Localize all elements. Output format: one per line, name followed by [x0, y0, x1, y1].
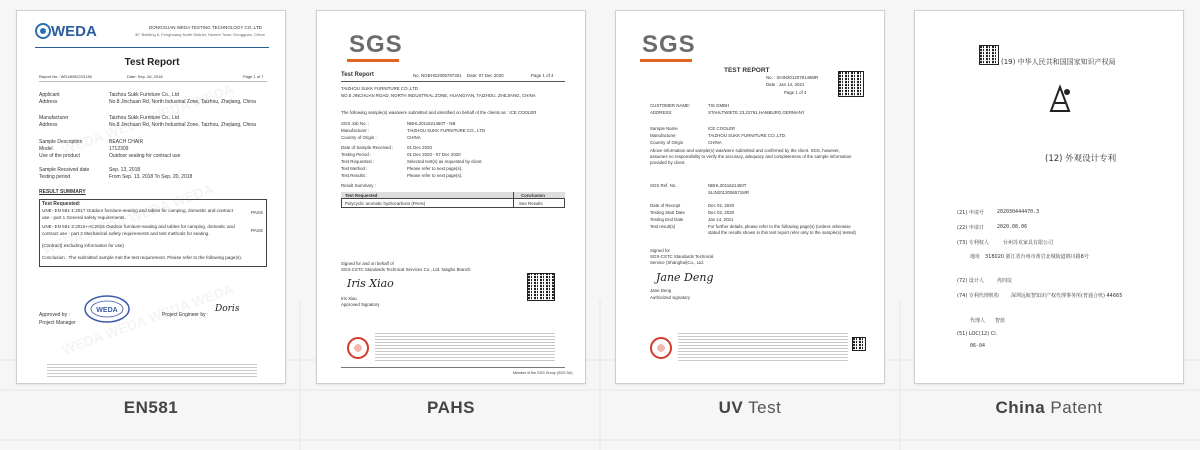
weda-logo-icon — [35, 23, 51, 39]
field-label: Use of the product — [39, 153, 80, 159]
field-value: 01 Dec 2020 — [407, 145, 432, 150]
field-label: Test Requested : — [341, 159, 374, 164]
footer-fine-print — [47, 363, 257, 377]
conclusion: Conclusion : The submitted sample met the test requirement. Please refer to the following page(s). — [42, 255, 243, 260]
signer-name: Iris Xiao — [341, 296, 357, 301]
sgs-seal-icon — [650, 337, 672, 359]
field-label: 代理人 — [970, 318, 986, 324]
field-label: (72) 设计人 — [957, 278, 984, 284]
caption-bold: UV — [718, 398, 744, 417]
company-address: 3F, Building 6, Fenghuang North District, Humen Town, Dongguan, China — [135, 32, 265, 37]
caption-rest: Patent — [1045, 398, 1103, 417]
report-number: Report No.: WD1809220313E — [39, 74, 93, 79]
china-patent-certificate[interactable] — [914, 10, 1184, 384]
field-value: Please refer to next page(s). — [407, 173, 463, 178]
field-value: No.8 Jinchuan Rd, North Industrial Zone, Taizhou, Zhejiang, China — [109, 99, 256, 105]
field-value: Sep. 13, 2018 — [109, 167, 141, 173]
th-conclusion: Conclusion — [521, 193, 545, 198]
field-label: Manufacturer — [650, 133, 676, 138]
field-label: (74) 专利代理机构 — [957, 293, 999, 299]
date-value: Jan 14, 2021 — [708, 217, 734, 222]
svg-text:WEDA: WEDA — [96, 307, 118, 314]
caption-rest: Test — [743, 398, 782, 417]
sgs-logo: SGS — [349, 31, 403, 58]
test-2b: (Contract) excluding information for use) — [42, 243, 124, 248]
field-label: ADDRESS: — [650, 110, 673, 115]
project-engineer: Project Engineer by : — [162, 312, 209, 318]
field-label: Applicant — [39, 92, 60, 98]
field-label: Model — [39, 146, 53, 152]
field-value: 智蓝 — [995, 318, 1006, 324]
disclaimer: Above information and sample(s) was/were submitted and confirmed by the client. SGS, however, assumes no responsibility to verify the accuracy, adequacy and completeness of the sample information provided by client. — [650, 148, 852, 165]
date-value: For further details, please refer to the following page(s) (Unless otherwise stated the results shown in this test report refer only to the sample(s) tested) — [708, 224, 856, 235]
report-date: Date : Jan 14, 2021 — [766, 82, 805, 87]
field-value: 06-04 — [970, 343, 986, 349]
signed-1: Signed for and on behalf of — [341, 261, 394, 266]
field-value: 318020 浙江省台州市黄岩北城街道锦川路8号 — [985, 254, 1089, 260]
report-page: Page 1 of 7 — [243, 74, 264, 79]
date-label: Date of Receipt — [650, 203, 681, 208]
report-number: No. NGBHG2005787301 — [413, 73, 462, 78]
field-value: 深圳远航智知识产权代理事务所(普通合伙) 44665 — [1011, 293, 1123, 299]
field-label: CUSTOMER NAME: — [650, 103, 691, 108]
field-value: 2020.08.06 — [997, 224, 1028, 230]
approved-by: Approved by : — [39, 312, 70, 318]
report-number: No. : SHIN2012079146MR — [766, 75, 819, 80]
field-label: Date of Sample Received : — [341, 145, 394, 150]
field-label: Country of Origin : — [341, 135, 377, 140]
field-value: Please refer to next page(s). — [407, 166, 463, 171]
signature: Iris Xiao — [347, 277, 394, 290]
field-value: Taizhou Sukk Furniture Co., Ltd — [109, 92, 180, 98]
caption-en581 — [16, 398, 286, 418]
signed-2: SGS-CSTC Standards Technical Services Co., Ltd. Ningbo Branch — [341, 267, 471, 272]
field-label: (73) 专利权人 — [957, 240, 989, 246]
field-label: Sample Received date — [39, 167, 90, 173]
field-value: Taizhou Sukk Furniture Co., Ltd — [109, 115, 180, 121]
en581-certificate[interactable] — [16, 10, 286, 384]
field-value: CHINA — [708, 140, 722, 145]
signer-title: Approved Signatory — [341, 302, 380, 307]
uv-test-certificate[interactable] — [615, 10, 885, 384]
weda-logo-text: WEDA — [51, 23, 97, 40]
field-value: Selected test(s) as requested by client. — [407, 159, 483, 164]
field-label: SGS Job No. : — [341, 121, 370, 126]
pass-2: PASS — [251, 228, 263, 233]
date-value: Dec 02, 2020 — [708, 203, 735, 208]
caption-uv-test — [615, 398, 885, 418]
result-summary-title: RESULT SUMMARY — [39, 189, 86, 195]
field-value: CHINA — [407, 135, 421, 140]
report-date: Date: 07 Dec 2020 — [467, 73, 504, 78]
qr-code-icon — [527, 273, 555, 301]
qr-code-icon — [979, 45, 999, 65]
signer-title: Authorized signatory — [650, 295, 691, 300]
member-text: Member of the SGS Group (SGS SA) — [513, 371, 573, 375]
td-test: Polycyclic aromatic hydrocarbons (PAHs) — [345, 201, 426, 206]
field-value: ICE COOLER — [708, 126, 736, 131]
field-label: Address — [39, 122, 58, 128]
caption-bold: PAHS — [427, 398, 475, 417]
field-value: BEACH CHAIR — [109, 139, 144, 145]
field-value: TIS GMBH — [708, 103, 730, 108]
field-label: Address — [39, 99, 58, 105]
date-label: Testing End Date — [650, 217, 684, 222]
field-label: Testing Period : — [341, 152, 372, 157]
field-label: (22) 申请日 — [957, 225, 984, 231]
signature: Jane Deng — [656, 271, 714, 284]
signed-1: Signed for — [650, 248, 671, 253]
field-label: Sample Description — [39, 139, 83, 145]
report-title: Test Report — [341, 72, 374, 78]
caption-bold: China — [995, 398, 1046, 417]
report-page: Page 1 of 4 — [784, 90, 807, 95]
project-manager: Project Manager — [39, 320, 76, 326]
field-value: From Sep. 13, 2018 To Sep. 20, 2018 — [109, 174, 193, 180]
date-label: Test result(s) — [650, 224, 676, 229]
field-label: Test Method : — [341, 166, 368, 171]
caption-china-patent — [914, 398, 1184, 418]
field-value: TAIZHOU SUKK FURNITURE CO.,LTD. — [708, 133, 787, 138]
field-value: 1712309 — [109, 146, 129, 152]
field-value: 202030444470.3 — [997, 209, 1040, 215]
field-label: Testing period — [39, 174, 71, 180]
ref-1: NBHL2011621450T — [708, 183, 747, 188]
patent-type: (12) 外观设计专利 — [1045, 154, 1117, 164]
report-title: TEST REPORT — [724, 67, 770, 74]
sgs-seal-icon — [347, 337, 369, 359]
field-value: TAIZHOU SUKK FURNITURE CO., LTD — [407, 128, 486, 133]
company-name: DONGGUAN WEDA TESTING TECHNOLOGY CO.,LTD — [149, 25, 262, 30]
company: TAIZHOU SUKK FURNITURE CO.,LTD — [341, 86, 418, 91]
field-value: Outdoor seating for contract use — [109, 153, 181, 159]
field-label: 地址 — [970, 254, 981, 260]
field-value: 01 Dec 2020 - 07 Dec 2020 — [407, 152, 461, 157]
qr-code-icon — [852, 337, 866, 351]
test-2: UNE- EN 581-2:2015+AC2016 Outdoor furniture-seating and tables for camping, domestic and contract use - part 2 Mechanical safety requirements and test methods for seating. — [42, 224, 235, 236]
field-label: Country of Origin — [650, 140, 684, 145]
field-value: STAHLTWIETE 23,22761,HAMBURG,GERMANY — [708, 110, 805, 115]
field-value: 冉四坟 — [997, 278, 1013, 284]
engineer-signature: Doris — [215, 304, 240, 314]
field-value: NBHL2011621450T - NB — [407, 121, 456, 126]
field-label: (51) LOC(12) Cl. — [957, 331, 998, 337]
caption-bold: EN581 — [123, 398, 179, 417]
footer-fine-print — [375, 331, 555, 361]
field-label: Test Results : — [341, 173, 368, 178]
report-page: Page 1 of 4 — [531, 73, 554, 78]
signed-2: SGS-CSTC Standards Technical — [650, 254, 714, 259]
test-1: UNE- EN 581-1:2017 Outdoor furniture-seating and tables for camping, domestic and contract use - part 1 General safety requirements. — [42, 208, 233, 220]
intro: The following sample(s) was/were submitted and identified on behalf of the clients as : ICE COOLER — [341, 110, 537, 115]
td-conclusion: See Results — [519, 201, 543, 206]
ref-label: SGS Ref. No. — [650, 183, 677, 188]
footer-fine-print — [678, 331, 848, 361]
cnipa-emblem-icon — [1043, 83, 1077, 117]
pass-1: PASS — [251, 210, 263, 215]
qr-code-icon — [838, 71, 864, 97]
pahs-certificate[interactable] — [316, 10, 586, 384]
date-label: Testing Start Date — [650, 210, 685, 215]
sgs-logo: SGS — [642, 31, 696, 58]
office-header: (19) 中华人民共和国国家知识产权局 — [1001, 58, 1116, 66]
field-label: Manufacturer : — [341, 128, 370, 133]
field-label: Manufacturer — [39, 115, 69, 121]
field-label: Sample Name — [650, 126, 678, 131]
result-summary: Result Summary : — [341, 183, 376, 188]
field-value: No.8 Jinchuan Rd, North Industrial Zone, Taizhou, Zhejiang, China — [109, 122, 256, 128]
signer-name: Jane Deng — [650, 288, 672, 293]
weda-stamp-icon — [83, 294, 131, 324]
tests-requested: Test Requested: — [42, 201, 81, 207]
address: NO.8 JINCHUAN ROAD, NORTH INDUSTRIAL ZONE, HUANGYAN, TAIZHOU, ZHEJIANG, CHINA — [341, 93, 536, 98]
caption-pahs — [316, 398, 586, 418]
report-title: Test Report — [124, 57, 180, 68]
field-label: (21) 申请号 — [957, 210, 984, 216]
field-value: 台州苏克家具有限公司 — [1003, 240, 1054, 246]
date-value: Dec 02, 2020 — [708, 210, 735, 215]
report-date: Date: Sep. 26, 2018 — [127, 74, 163, 79]
signed-3: Service (Shanghai)Co., Ltd. — [650, 260, 704, 265]
th-test-requested: Test Requested — [345, 193, 378, 198]
ref-2: SLIN2012006571MR — [708, 190, 750, 195]
